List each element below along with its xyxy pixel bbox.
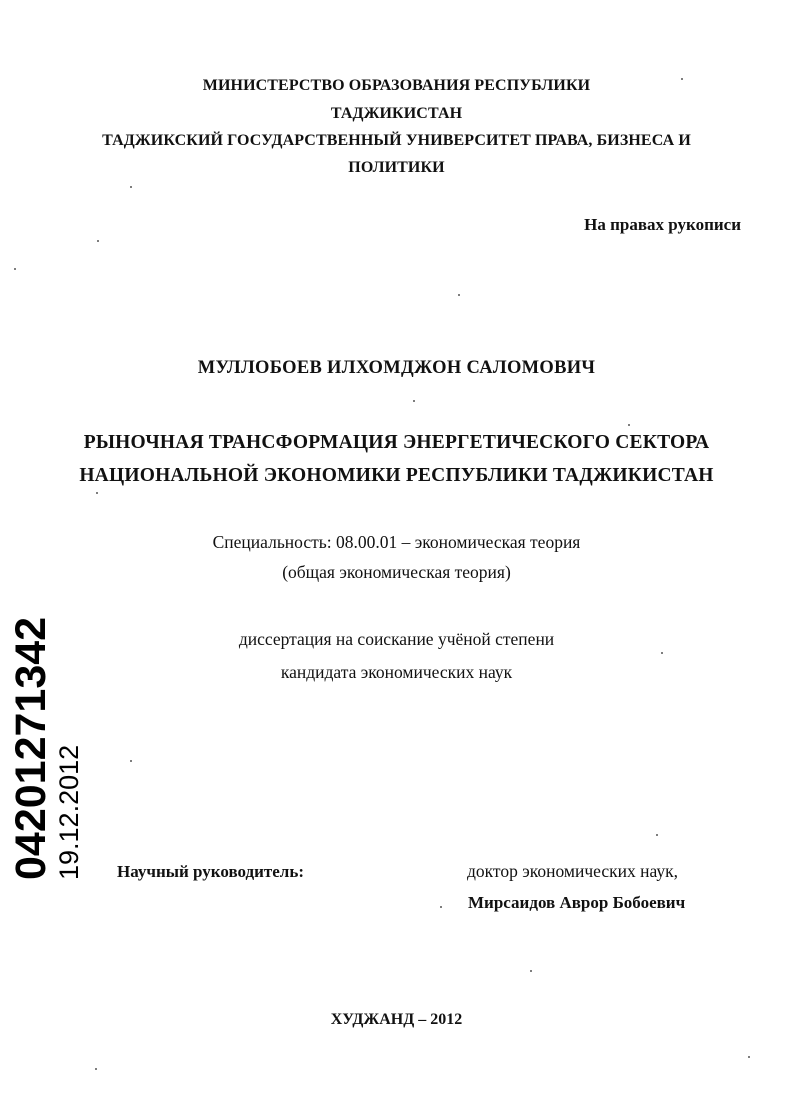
specialty-line-2: (общая экономическая теория) (282, 562, 511, 582)
scan-speck (97, 240, 99, 242)
author-name: МУЛЛОБОЕВ ИЛХОМДЖОН САЛОМОВИЧ (197, 358, 596, 378)
scan-speck (748, 1056, 750, 1058)
university-header-line-2: ПОЛИТИКИ (348, 159, 445, 176)
scan-speck (130, 186, 132, 188)
scan-speck (130, 760, 132, 762)
specialty-line-1: Специальность: 08.00.01 – экономическая теория (212, 532, 581, 552)
library-stamp (8, 617, 84, 880)
city-year: ХУДЖАНД – 2012 (330, 1011, 463, 1028)
dissertation-title-line-2: НАЦИОНАЛЬНОЙ ЭКОНОМИКИ РЕСПУБЛИКИ ТАДЖИКИСТАН (79, 465, 714, 486)
library-stamp-date: 19.12.2012 (54, 744, 84, 880)
scan-speck (628, 424, 630, 426)
supervisor-label: Научный руководитель: (117, 862, 304, 881)
scan-speck (530, 970, 532, 972)
degree-line-1: диссертация на соискание учёной степени (238, 629, 555, 649)
scan-speck (656, 834, 658, 836)
dissertation-title-line-1: РЫНОЧНАЯ ТРАНСФОРМАЦИЯ ЭНЕРГЕТИЧЕСКОГО СЕКТОРА (83, 432, 710, 453)
library-stamp-number: 04201271342 (7, 616, 55, 880)
scan-speck (413, 400, 415, 402)
supervisor-name: Мирсаидов Аврор Бобоевич (468, 893, 686, 912)
ministry-header-line-2: ТАДЖИКИСТАН (330, 105, 463, 122)
scan-speck (440, 906, 442, 908)
scan-speck (661, 652, 663, 654)
ministry-header-line-1: МИНИСТЕРСТВО ОБРАЗОВАНИЯ РЕСПУБЛИКИ (202, 77, 591, 94)
supervisor-degree: доктор экономических наук, (467, 861, 678, 881)
degree-line-2: кандидата экономических наук (280, 662, 513, 682)
scan-speck (95, 1068, 97, 1070)
scan-speck (681, 78, 683, 80)
scan-speck (96, 492, 98, 494)
scan-speck (14, 268, 16, 270)
university-header-line-1: ТАДЖИКСКИЙ ГОСУДАРСТВЕННЫЙ УНИВЕРСИТЕТ ПРАВА, БИЗНЕСА И (102, 132, 691, 149)
scan-speck (458, 294, 460, 296)
manuscript-note: На правах рукописи (584, 215, 741, 234)
